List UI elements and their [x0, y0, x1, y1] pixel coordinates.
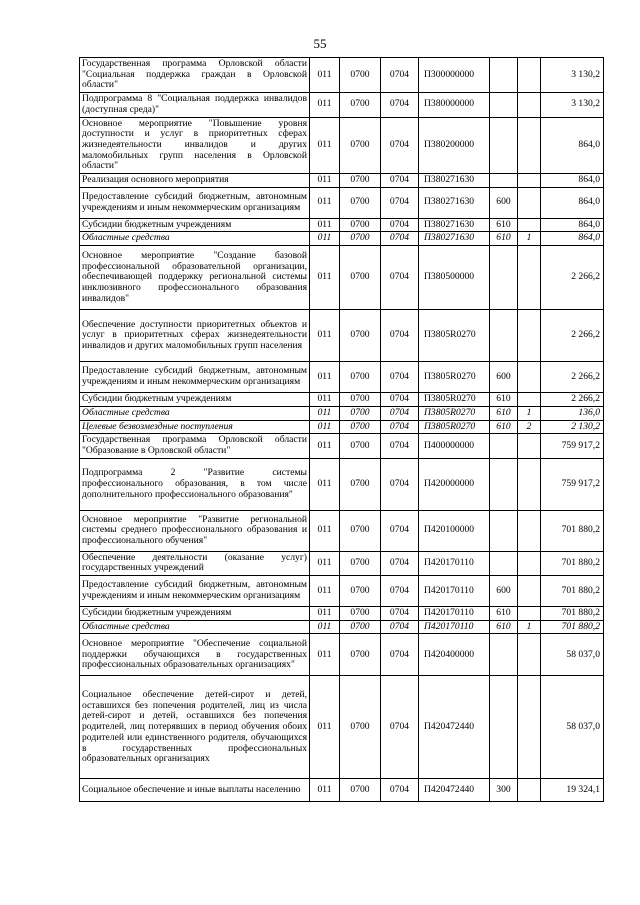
row-expense-type-code [490, 174, 518, 188]
row-target-article-code: П420170110 [419, 620, 490, 634]
row-funding-source-code [518, 117, 541, 174]
row-expense-type-code: 600 [490, 187, 518, 218]
row-grbs-code: 011 [310, 406, 340, 420]
row-grbs-code: 011 [310, 420, 340, 434]
table-row [80, 779, 604, 802]
row-name: Предоставление субсидий бюджетным, автономным учреждениям и иным некоммерческим организациям [80, 187, 310, 218]
row-amount: 864,0 [541, 218, 604, 232]
row-target-article-code: П380271630 [419, 174, 490, 188]
row-section-code: 0700 [340, 458, 381, 510]
row-amount: 759 917,2 [541, 458, 604, 510]
row-expense-type-code: 600 [490, 362, 518, 393]
row-expense-type-code: 610 [490, 406, 518, 420]
row-grbs-code: 011 [310, 117, 340, 174]
table-row [80, 510, 604, 551]
row-amount: 136,0 [541, 406, 604, 420]
row-funding-source-code: 2 [518, 420, 541, 434]
row-section-code: 0700 [340, 117, 381, 174]
row-target-article-code: П420000000 [419, 458, 490, 510]
row-expense-type-code: 610 [490, 393, 518, 407]
row-target-article-code: П420170110 [419, 607, 490, 621]
row-amount: 864,0 [541, 117, 604, 174]
row-section-code: 0700 [340, 676, 381, 779]
row-grbs-code: 011 [310, 187, 340, 218]
row-subsection-code: 0704 [381, 406, 419, 420]
row-section-code: 0700 [340, 510, 381, 551]
row-grbs-code: 011 [310, 310, 340, 362]
row-section-code: 0700 [340, 779, 381, 802]
row-subsection-code: 0704 [381, 117, 419, 174]
row-name: Социальное обеспечение и иные выплаты населению [80, 779, 310, 802]
table-row [80, 458, 604, 510]
row-amount: 864,0 [541, 232, 604, 246]
row-name: Подпрограмма 8 "Социальная поддержка инвалидов (доступная среда)" [80, 93, 310, 117]
row-section-code: 0700 [340, 393, 381, 407]
row-expense-type-code [490, 434, 518, 458]
row-target-article-code: П3805R0270 [419, 406, 490, 420]
table-row [80, 362, 604, 393]
row-expense-type-code: 600 [490, 576, 518, 607]
row-section-code: 0700 [340, 406, 381, 420]
row-expense-type-code [490, 676, 518, 779]
row-target-article-code: П420100000 [419, 510, 490, 551]
row-target-article-code: П3805R0270 [419, 420, 490, 434]
row-amount: 3 130,2 [541, 58, 604, 93]
row-grbs-code: 011 [310, 620, 340, 634]
row-funding-source-code: 1 [518, 406, 541, 420]
row-amount: 701 880,2 [541, 510, 604, 551]
row-subsection-code: 0704 [381, 458, 419, 510]
row-expense-type-code [490, 551, 518, 575]
row-section-code: 0700 [340, 246, 381, 310]
row-expense-type-code: 300 [490, 779, 518, 802]
row-section-code: 0700 [340, 362, 381, 393]
row-name: Реализация основного мероприятия [80, 174, 310, 188]
row-subsection-code: 0704 [381, 607, 419, 621]
row-grbs-code: 011 [310, 58, 340, 93]
row-amount: 2 266,2 [541, 362, 604, 393]
row-name: Социальное обеспечение детей-сирот и детей, оставшихся без попечения родителей, лиц из числа детей-сирот и детей, оставшихся без попечения родителей, лиц потерявших в период обучения обоих родителей или единственного родителя, обучающихся в государственных профессиональных образовательных организациях [80, 676, 310, 779]
row-amount: 2 266,2 [541, 246, 604, 310]
row-name: Субсидии бюджетным учреждениям [80, 393, 310, 407]
row-target-article-code: П420170110 [419, 551, 490, 575]
row-section-code: 0700 [340, 218, 381, 232]
row-target-article-code: П400000000 [419, 434, 490, 458]
row-expense-type-code: 610 [490, 607, 518, 621]
row-subsection-code: 0704 [381, 232, 419, 246]
table-row [80, 393, 604, 407]
row-subsection-code: 0704 [381, 576, 419, 607]
row-funding-source-code [518, 634, 541, 676]
row-expense-type-code [490, 458, 518, 510]
row-amount: 2 130,2 [541, 420, 604, 434]
row-funding-source-code [518, 362, 541, 393]
row-funding-source-code [518, 434, 541, 458]
table-row [80, 218, 604, 232]
row-name: Областные средства [80, 620, 310, 634]
table-row [80, 117, 604, 174]
row-funding-source-code [518, 576, 541, 607]
table-row [80, 620, 604, 634]
row-amount: 2 266,2 [541, 310, 604, 362]
row-subsection-code: 0704 [381, 434, 419, 458]
row-amount: 3 130,2 [541, 93, 604, 117]
table-row [80, 676, 604, 779]
row-section-code: 0700 [340, 187, 381, 218]
row-name: Предоставление субсидий бюджетным, автономным учреждениям и иным некоммерческим организациям [80, 576, 310, 607]
row-name: Целевые безвозмездные поступления [80, 420, 310, 434]
row-grbs-code: 011 [310, 551, 340, 575]
table-row [80, 634, 604, 676]
row-subsection-code: 0704 [381, 246, 419, 310]
row-section-code: 0700 [340, 310, 381, 362]
row-expense-type-code [490, 510, 518, 551]
row-expense-type-code [490, 58, 518, 93]
row-expense-type-code [490, 310, 518, 362]
row-subsection-code: 0704 [381, 58, 419, 93]
row-grbs-code: 011 [310, 676, 340, 779]
row-name: Основное мероприятие "Развитие региональной системы среднего профессионального образования и профессионального обучения" [80, 510, 310, 551]
row-target-article-code: П380200000 [419, 117, 490, 174]
row-subsection-code: 0704 [381, 93, 419, 117]
row-section-code: 0700 [340, 620, 381, 634]
row-funding-source-code [518, 779, 541, 802]
row-target-article-code: П3805R0270 [419, 393, 490, 407]
row-expense-type-code: 610 [490, 218, 518, 232]
row-subsection-code: 0704 [381, 393, 419, 407]
row-target-article-code: П380000000 [419, 93, 490, 117]
row-subsection-code: 0704 [381, 218, 419, 232]
row-name: Государственная программа Орловской области "Образование в Орловской области" [80, 434, 310, 458]
row-target-article-code: П420400000 [419, 634, 490, 676]
table-row [80, 420, 604, 434]
row-subsection-code: 0704 [381, 551, 419, 575]
row-amount: 58 037,0 [541, 634, 604, 676]
table-row [80, 246, 604, 310]
row-grbs-code: 011 [310, 93, 340, 117]
row-target-article-code: П420472440 [419, 676, 490, 779]
row-subsection-code: 0704 [381, 676, 419, 779]
row-section-code: 0700 [340, 607, 381, 621]
row-amount: 759 917,2 [541, 434, 604, 458]
row-section-code: 0700 [340, 576, 381, 607]
row-subsection-code: 0704 [381, 779, 419, 802]
row-expense-type-code [490, 246, 518, 310]
row-funding-source-code [518, 510, 541, 551]
row-funding-source-code [518, 58, 541, 93]
budget-table-body [80, 58, 604, 802]
row-target-article-code: П380500000 [419, 246, 490, 310]
row-section-code: 0700 [340, 232, 381, 246]
row-subsection-code: 0704 [381, 187, 419, 218]
row-grbs-code: 011 [310, 510, 340, 551]
table-row [80, 406, 604, 420]
row-subsection-code: 0704 [381, 510, 419, 551]
row-target-article-code: П300000000 [419, 58, 490, 93]
row-funding-source-code [518, 458, 541, 510]
row-subsection-code: 0704 [381, 310, 419, 362]
row-grbs-code: 011 [310, 779, 340, 802]
row-grbs-code: 011 [310, 607, 340, 621]
row-name: Обеспечение доступности приоритетных объектов и услуг в приоритетных сферах жизнедеятельности инвалидов и других маломобильных групп населения [80, 310, 310, 362]
row-target-article-code: П3805R0270 [419, 362, 490, 393]
row-subsection-code: 0704 [381, 634, 419, 676]
row-target-article-code: П380271630 [419, 218, 490, 232]
row-funding-source-code: 1 [518, 232, 541, 246]
row-name: Областные средства [80, 406, 310, 420]
row-amount: 2 266,2 [541, 393, 604, 407]
row-name: Обеспечение деятельности (оказание услуг) государственных учреждений [80, 551, 310, 575]
row-section-code: 0700 [340, 420, 381, 434]
table-row [80, 310, 604, 362]
row-expense-type-code: 610 [490, 620, 518, 634]
row-amount: 701 880,2 [541, 576, 604, 607]
row-expense-type-code [490, 117, 518, 174]
table-row [80, 58, 604, 93]
row-grbs-code: 011 [310, 634, 340, 676]
row-name: Предоставление субсидий бюджетным, автономным учреждениям и иным некоммерческим организациям [80, 362, 310, 393]
row-expense-type-code: 610 [490, 420, 518, 434]
row-grbs-code: 011 [310, 174, 340, 188]
row-target-article-code: П420472440 [419, 779, 490, 802]
row-grbs-code: 011 [310, 246, 340, 310]
budget-table [79, 57, 604, 802]
row-name: Основное мероприятие "Обеспечение социальной поддержки обучающихся в государственных профессиональных образовательных организациях" [80, 634, 310, 676]
row-funding-source-code [518, 393, 541, 407]
row-funding-source-code [518, 676, 541, 779]
row-funding-source-code [518, 607, 541, 621]
table-row [80, 174, 604, 188]
row-grbs-code: 011 [310, 362, 340, 393]
row-target-article-code: П3805R0270 [419, 310, 490, 362]
row-grbs-code: 011 [310, 576, 340, 607]
row-section-code: 0700 [340, 634, 381, 676]
table-row [80, 434, 604, 458]
row-name: Государственная программа Орловской области "Социальная поддержка граждан в Орловской области" [80, 58, 310, 93]
row-subsection-code: 0704 [381, 420, 419, 434]
row-amount: 701 880,2 [541, 551, 604, 575]
row-name: Областные средства [80, 232, 310, 246]
row-expense-type-code: 610 [490, 232, 518, 246]
row-name: Субсидии бюджетным учреждениям [80, 607, 310, 621]
row-funding-source-code [518, 551, 541, 575]
row-funding-source-code [518, 187, 541, 218]
table-row [80, 232, 604, 246]
row-funding-source-code [518, 246, 541, 310]
row-grbs-code: 011 [310, 434, 340, 458]
row-grbs-code: 011 [310, 218, 340, 232]
row-grbs-code: 011 [310, 232, 340, 246]
row-name: Субсидии бюджетным учреждениям [80, 218, 310, 232]
row-target-article-code: П420170110 [419, 576, 490, 607]
row-amount: 701 880,2 [541, 620, 604, 634]
row-section-code: 0700 [340, 174, 381, 188]
row-subsection-code: 0704 [381, 174, 419, 188]
table-row [80, 93, 604, 117]
row-grbs-code: 011 [310, 393, 340, 407]
row-name: Основное мероприятие "Повышение уровня доступности и услуг в приоритетных сферах жизнедеятельности инвалидов и других маломобильных групп населения в Орловской области" [80, 117, 310, 174]
row-funding-source-code [518, 174, 541, 188]
row-amount: 58 037,0 [541, 676, 604, 779]
table-row [80, 187, 604, 218]
row-funding-source-code [518, 93, 541, 117]
table-row [80, 607, 604, 621]
row-name: Подпрограмма 2 "Развитие системы профессионального образования, в том числе дополнительного профессионального образования" [80, 458, 310, 510]
row-target-article-code: П380271630 [419, 187, 490, 218]
row-funding-source-code [518, 310, 541, 362]
row-expense-type-code [490, 634, 518, 676]
row-section-code: 0700 [340, 58, 381, 93]
row-amount: 19 324,1 [541, 779, 604, 802]
row-section-code: 0700 [340, 551, 381, 575]
row-subsection-code: 0704 [381, 620, 419, 634]
row-section-code: 0700 [340, 93, 381, 117]
table-row [80, 551, 604, 575]
row-grbs-code: 011 [310, 458, 340, 510]
row-target-article-code: П380271630 [419, 232, 490, 246]
row-subsection-code: 0704 [381, 362, 419, 393]
row-amount: 701 880,2 [541, 607, 604, 621]
row-funding-source-code: 1 [518, 620, 541, 634]
row-expense-type-code [490, 93, 518, 117]
row-amount: 864,0 [541, 174, 604, 188]
table-row [80, 576, 604, 607]
row-section-code: 0700 [340, 434, 381, 458]
row-funding-source-code [518, 218, 541, 232]
row-amount: 864,0 [541, 187, 604, 218]
page-number: 55 [313, 36, 327, 51]
row-name: Основное мероприятие "Создание базовой профессиональной образовательной организации, обеспечивающей поддержку региональной системы инклюзивного профессионального образования инвалидов" [80, 246, 310, 310]
